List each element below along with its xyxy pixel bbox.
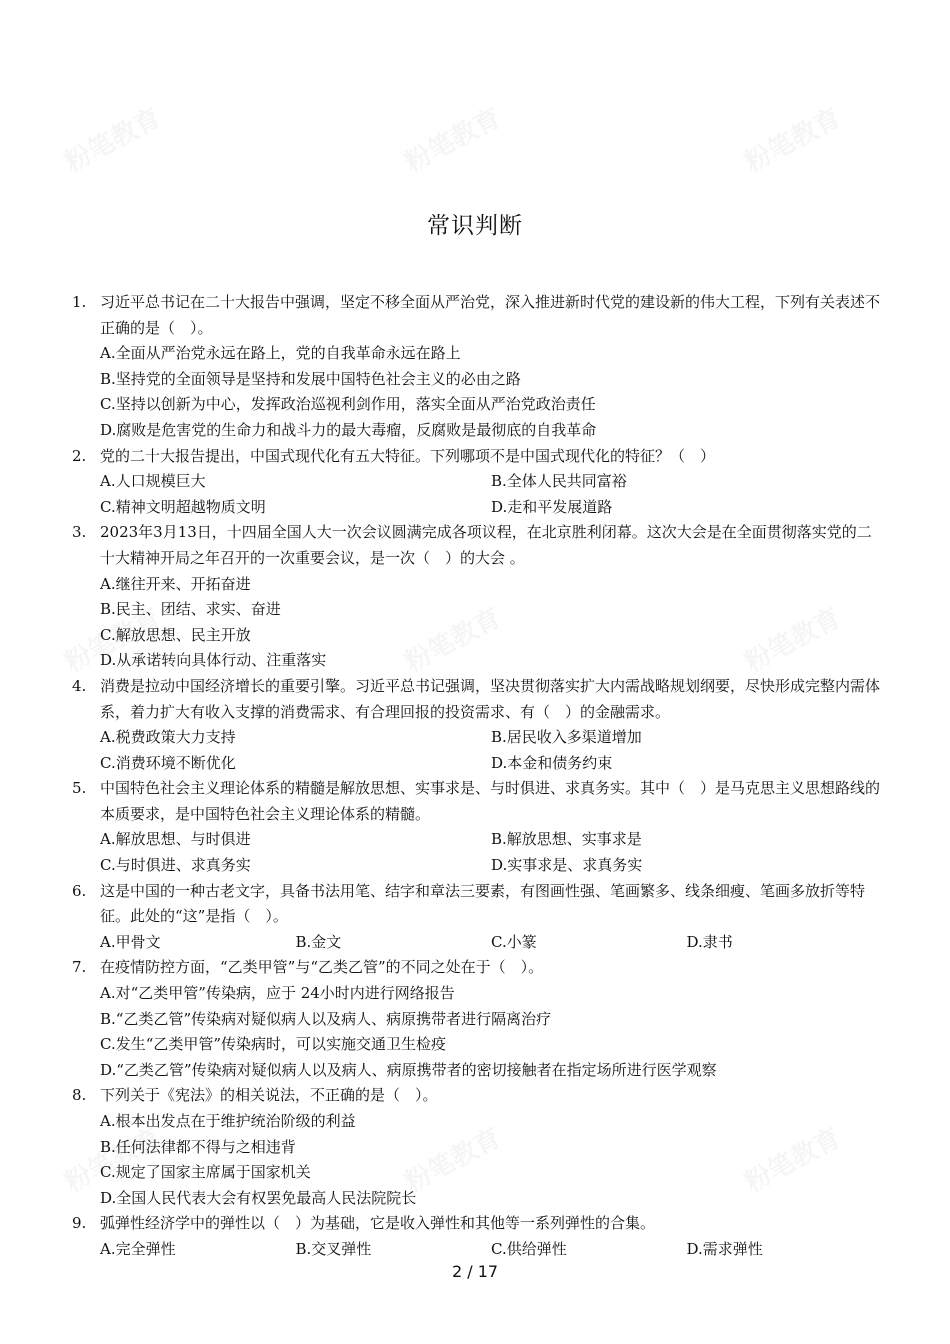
question-1 bbox=[72, 290, 882, 444]
option-c: C.规定了国家主席属于国家机关 bbox=[100, 1163, 311, 1182]
option-c: C.精神文明超越物质文明 bbox=[100, 497, 266, 516]
question-number: 8. bbox=[72, 1086, 87, 1105]
option-d: D.本金和债务约束 bbox=[491, 753, 613, 772]
option-a: A.根本出发点在于维护统治阶级的利益 bbox=[100, 1112, 356, 1130]
question-3 bbox=[72, 520, 882, 674]
watermark bbox=[57, 98, 166, 180]
option-b: B.任何法律都不得与之相违背 bbox=[100, 1137, 296, 1156]
option-a: A.全面从严治党永远在路上，党的自我革命永远在路上 bbox=[100, 344, 461, 363]
question-4 bbox=[72, 674, 882, 776]
option-a: A.对“乙类甲管”传染病，应于 24小时内进行网络报告 bbox=[100, 984, 455, 1003]
option-b: B.解放思想、实事求是 bbox=[491, 830, 642, 849]
total-pages: 17 bbox=[477, 1262, 499, 1281]
watermark bbox=[397, 98, 506, 180]
option-d: D.“乙类乙管”传染病对疑似病人以及病人、病原携带者的密切接触者在指定场所进行医学观察 bbox=[100, 1060, 717, 1079]
question-number: 1. bbox=[72, 293, 87, 311]
question-stem: 中国特色社会主义理论体系的精髓是解放思想、实事求是、与时俱进、求真务实。其中（ ）是马克思主义思想路线的本质要求，是中国特色社会主义理论体系的精髓。 bbox=[100, 779, 881, 823]
option-b: B.坚持党的全面领导是坚持和发展中国特色社会主义的必由之路 bbox=[100, 369, 521, 388]
question-8 bbox=[72, 1083, 882, 1211]
option-a: A.税费政策大力支持 bbox=[100, 728, 236, 747]
option-a: A.完全弹性 bbox=[100, 1239, 176, 1258]
question-5 bbox=[72, 776, 882, 878]
page-title: 常识判断 bbox=[427, 213, 523, 239]
question-stem: 2023年3月13日，十四届全国人大一次会议圆满完成各项议程，在北京胜利闭幕。这次大会是在全面贯彻落实党的二十大精神开局之年召开的一次重要会议，是一次（ ）的大会 。 bbox=[100, 523, 872, 567]
question-stem: 党的二十大报告提出，中国式现代化有五大特征。下列哪项不是中国式现代化的特征？（ ） bbox=[100, 446, 716, 465]
option-c: C.供给弹性 bbox=[491, 1239, 567, 1258]
question-stem: 习近平总书记在二十大报告中强调，坚定不移全面从严治党，深入推进新时代党的建设新的伟大工程，下列有关表述不正确的是（ ）。 bbox=[100, 293, 881, 337]
option-b: B.金文 bbox=[295, 932, 342, 951]
question-6 bbox=[72, 879, 882, 956]
option-d: D.腐败是危害党的生命力和战斗力的最大毒瘤，反腐败是最彻底的自我革命 bbox=[100, 420, 597, 439]
option-c: C.解放思想、民主开放 bbox=[100, 625, 251, 644]
question-number: 3. bbox=[72, 523, 87, 542]
option-c: C.小篆 bbox=[491, 932, 537, 951]
question-stem: 在疫情防控方面，“乙类甲管”与“乙类乙管”的不同之处在于（ ）。 bbox=[100, 958, 544, 977]
question-number: 6. bbox=[72, 881, 87, 900]
option-d: D.需求弹性 bbox=[686, 1239, 763, 1258]
option-d: D.从承诺转向具体行动、注重落实 bbox=[100, 651, 327, 670]
option-a: A.解放思想、与时俱进 bbox=[100, 830, 251, 849]
question-2 bbox=[72, 444, 882, 521]
question-number: 7. bbox=[72, 958, 87, 977]
question-stem: 消费是拉动中国经济增长的重要引擎。习近平总书记强调，坚决贯彻落实扩大内需战略规划纲要，尽快形成完整内需体系，着力扩大有收入支撑的消费需求、有合理回报的投资需求、有（ ）的金融需求。 bbox=[100, 676, 881, 721]
option-b: B.交叉弹性 bbox=[295, 1239, 372, 1258]
question-stem: 弧弹性经济学中的弹性以（ ）为基础，它是收入弹性和其他等一系列弹性的合集。 bbox=[100, 1214, 656, 1233]
option-a: A.人口规模巨大 bbox=[100, 472, 206, 491]
option-c: C.消费环境不断优化 bbox=[100, 753, 236, 772]
question-9 bbox=[72, 1211, 882, 1262]
option-c: C.发生“乙类甲管”传染病时，可以实施交通卫生检疫 bbox=[100, 1035, 447, 1054]
question-number: 2. bbox=[72, 446, 87, 465]
question-7 bbox=[72, 955, 882, 1083]
option-b: B.居民收入多渠道增加 bbox=[491, 728, 642, 747]
question-number: 4. bbox=[72, 676, 87, 695]
current-page: 2 bbox=[451, 1262, 463, 1281]
option-c: C.与时俱进、求真务实 bbox=[100, 856, 251, 875]
option-d: D.走和平发展道路 bbox=[491, 497, 613, 516]
question-stem: 下列关于《宪法》的相关说法，不正确的是（ ）。 bbox=[100, 1086, 438, 1105]
option-c: C.坚持以创新为中心，发挥政治巡视利剑作用，落实全面从严治党政治责任 bbox=[100, 395, 596, 414]
page-number bbox=[0, 1262, 950, 1281]
option-a: A.甲骨文 bbox=[100, 932, 161, 951]
question-stem: 这是中国的一种古老文字，具备书法用笔、结字和章法三要素，有图画性强、笔画繁多、线条细瘦、笔画多放折等特征。此处的“这”是指（ ）。 bbox=[100, 881, 866, 926]
option-b: B.“乙类乙管”传染病对疑似病人以及病人、病原携带者进行隔离治疗 bbox=[100, 1009, 552, 1028]
option-d: D.全国人民代表大会有权罢免最高人民法院院长 bbox=[100, 1188, 417, 1207]
page-separator: / bbox=[467, 1262, 473, 1281]
watermark bbox=[737, 98, 846, 180]
question-list bbox=[72, 290, 882, 1263]
option-a: A.继往开来、开拓奋进 bbox=[100, 574, 251, 593]
option-b: B.全体人民共同富裕 bbox=[491, 472, 627, 491]
question-number: 9. bbox=[72, 1214, 87, 1233]
option-d: D.隶书 bbox=[686, 932, 733, 951]
option-d: D.实事求是、求真务实 bbox=[491, 856, 643, 875]
question-number: 5. bbox=[72, 779, 87, 798]
option-b: B.民主、团结、求实、奋进 bbox=[100, 600, 281, 619]
